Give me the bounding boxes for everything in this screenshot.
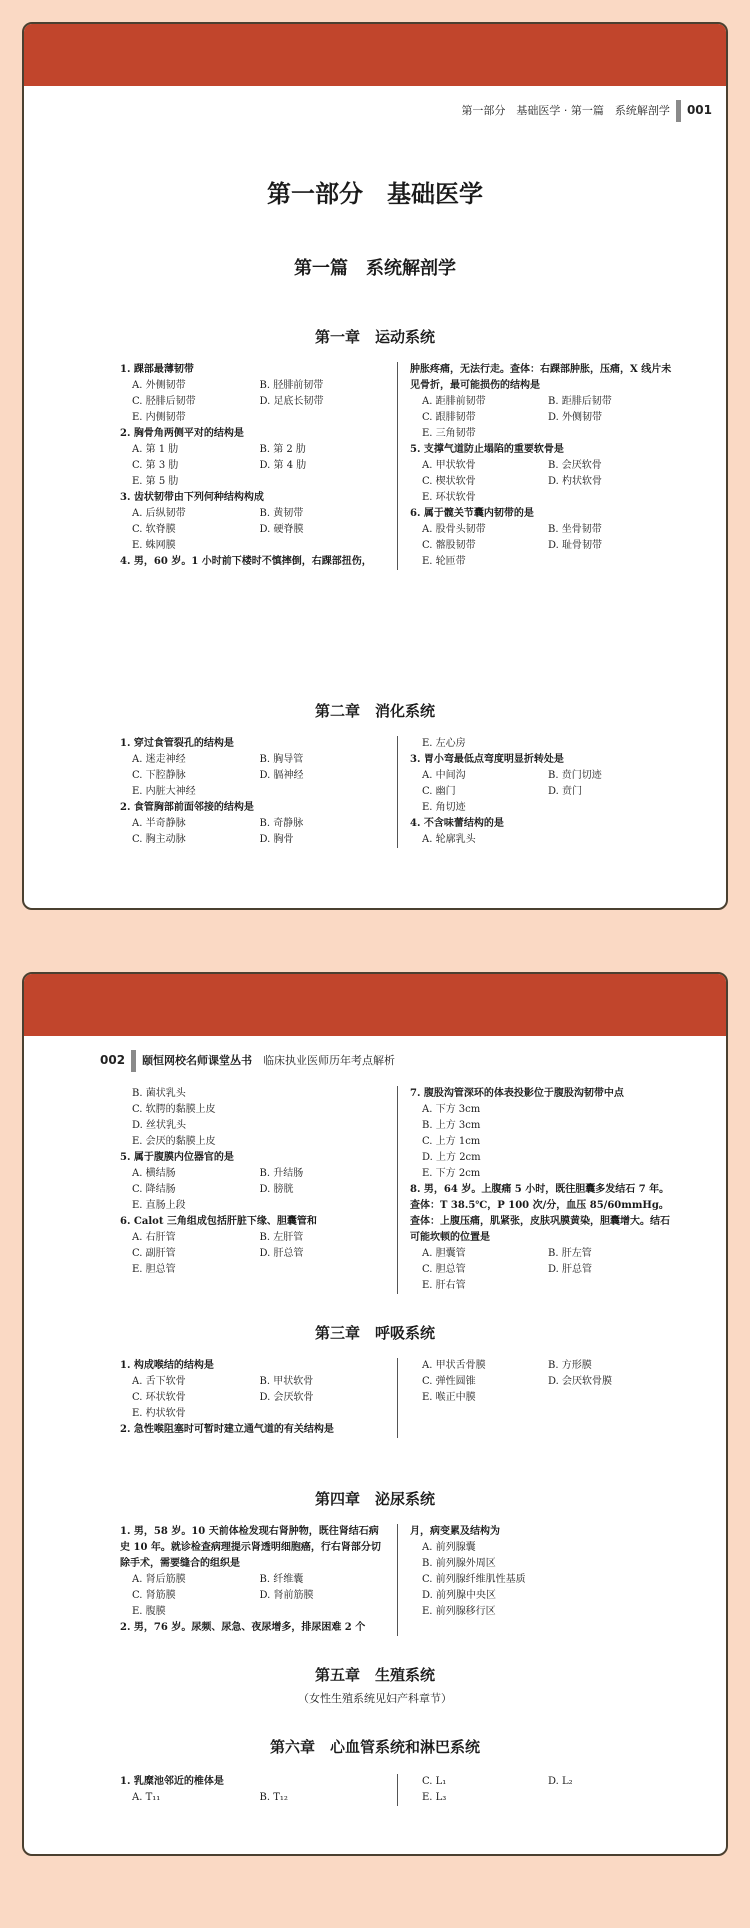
- answer-option: D. 耻骨韧带: [548, 540, 603, 551]
- question-block: [120, 800, 387, 848]
- answer-option: D. 会厌软骨: [259, 1392, 314, 1403]
- answer-option: E. 喉正中膜: [422, 1392, 476, 1403]
- page-1: [22, 22, 728, 910]
- answer-option: B. 甲状软骨: [259, 1376, 314, 1387]
- option-list: [120, 1230, 387, 1278]
- question-stem: 3. 胃小弯最低点弯度明显折转处是: [410, 754, 564, 765]
- answer-option: E. 胆总管: [132, 1264, 176, 1275]
- answer-option: B. 左肝管: [259, 1232, 304, 1243]
- option-list: [120, 442, 387, 490]
- question-block: [410, 362, 674, 442]
- book-title: 临床执业医师历年考点解析: [263, 1054, 396, 1067]
- answer-option: A. 甲状舌骨膜: [422, 1360, 486, 1371]
- question-stem: 肿胀疼痛，无法行走。查体：右踝部肿胀，压痛，X 线片未见骨折，最可能损伤的结构是: [410, 364, 672, 391]
- answer-option: E. 左心房: [422, 738, 466, 749]
- option-list: [120, 1790, 387, 1806]
- answer-option: A. 横结肠: [132, 1168, 176, 1179]
- answer-option: C. 上方 1cm: [422, 1136, 481, 1147]
- answer-option: A. T₁₁: [132, 1792, 161, 1803]
- answer-option: C. 髂股韧带: [422, 540, 476, 551]
- question-block: [120, 1086, 387, 1150]
- answer-option: E. 第 5 肋: [132, 476, 179, 487]
- answer-option: A. 中间沟: [422, 770, 466, 781]
- option-list: [120, 1572, 387, 1620]
- answer-option: C. 副肝管: [132, 1248, 176, 1259]
- option-list: [410, 768, 674, 816]
- question-block: [120, 1214, 387, 1278]
- answer-option: A. 后纵韧带: [132, 508, 186, 519]
- answer-option: C. 胆总管: [422, 1264, 466, 1275]
- answer-option: E. 前列腺移行区: [422, 1606, 496, 1617]
- option-list: [410, 522, 674, 570]
- answer-option: E. 内侧韧带: [132, 412, 186, 423]
- question-stem: 7. 腹股沟管深环的体表投影位于腹股沟韧带中点: [410, 1088, 624, 1099]
- question-block: [410, 736, 674, 752]
- answer-option: B. 前列腺外周区: [422, 1558, 496, 1569]
- question-block: [410, 752, 674, 816]
- answer-option: A. 甲状软骨: [422, 460, 476, 471]
- right-column: [397, 362, 674, 570]
- qa-columns: [120, 1086, 674, 1294]
- answer-option: A. 前列腺囊: [422, 1542, 476, 1553]
- question-block: [120, 1422, 387, 1438]
- question-block: [120, 736, 387, 800]
- question-stem: 1. 乳糜池邻近的椎体是: [120, 1776, 224, 1787]
- option-list: [410, 1102, 674, 1182]
- option-list: [120, 378, 387, 426]
- answer-option: C. 前列腺纤维肌性基质: [422, 1574, 526, 1585]
- left-column: [120, 736, 397, 848]
- question-block: [410, 1358, 674, 1406]
- answer-option: E. 环状软骨: [422, 492, 476, 503]
- answer-option: C. 下腔静脉: [132, 770, 186, 781]
- part-title: 第一部分 基础医学: [267, 179, 483, 208]
- chapter-title: 第四章 泌尿系统: [314, 1490, 435, 1508]
- answer-option: A. 轮廓乳头: [422, 834, 476, 845]
- answer-option: D. 杓状软骨: [548, 476, 603, 487]
- answer-option: D. 胸骨: [259, 834, 294, 845]
- question-stem: 6. 属于髋关节囊内韧带的是: [410, 508, 534, 519]
- answer-option: D. 肾前筋膜: [259, 1590, 314, 1601]
- answer-option: D. 会厌软骨膜: [548, 1376, 613, 1387]
- answer-option: A. 外侧韧带: [132, 380, 186, 391]
- answer-option: A. 迷走神经: [132, 754, 186, 765]
- answer-option: E. 角切迹: [422, 802, 466, 813]
- question-stem: 2. 胸骨角两侧平对的结构是: [120, 428, 244, 439]
- answer-option: C. 弹性圆锥: [422, 1376, 476, 1387]
- answer-option: C. 降结肠: [132, 1184, 176, 1195]
- question-stem: 4. 不含味蕾结构的是: [410, 818, 504, 829]
- qa-columns: [120, 1524, 674, 1636]
- question-block: [410, 1524, 674, 1620]
- answer-option: E. 蛛网膜: [132, 540, 176, 551]
- answer-option: D. 丝状乳头: [132, 1120, 187, 1131]
- right-column: [397, 736, 674, 848]
- qa-columns: [120, 1774, 674, 1806]
- answer-option: C. 第 3 肋: [132, 460, 179, 471]
- answer-option: B. 奇静脉: [259, 818, 304, 829]
- chapter-title: 第三章 呼吸系统: [314, 1324, 435, 1342]
- answer-option: B. 上方 3cm: [422, 1120, 481, 1131]
- left-column: [120, 1774, 397, 1806]
- answer-option: A. 胆囊管: [422, 1248, 466, 1259]
- answer-option: C. 胫腓后韧带: [132, 396, 196, 407]
- question-stem: 2. 男，76 岁。尿频、尿急、夜尿增多，排尿困难 2 个: [120, 1622, 366, 1633]
- right-column: [397, 1086, 674, 1294]
- running-head: [461, 100, 712, 122]
- question-block: [410, 1086, 674, 1182]
- answer-option: B. 胸导管: [259, 754, 304, 765]
- question-stem: 1. 构成喉结的结构是: [120, 1360, 214, 1371]
- answer-option: E. L₃: [422, 1792, 447, 1803]
- right-column: [397, 1774, 674, 1806]
- right-column: [397, 1524, 674, 1636]
- question-stem: 2. 急性喉阻塞时可暂时建立通气道的有关结构是: [120, 1424, 334, 1435]
- option-list: [410, 1774, 674, 1806]
- question-stem: 4. 男，60 岁。1 小时前下楼时不慎摔倒，右踝部扭伤，: [120, 556, 372, 567]
- chapter-title: 第一章 运动系统: [314, 328, 435, 346]
- question-stem: 1. 男，58 岁。10 天前体检发现右肾肿物，既往肾结石病史 10 年。就诊检查病理提示肾透明细胞癌，行右肾部分切除手术，需要缝合的组织是: [120, 1526, 381, 1569]
- question-block: [120, 362, 387, 426]
- answer-option: D. 肝总管: [548, 1264, 593, 1275]
- answer-option: C. 软脊膜: [132, 524, 176, 535]
- question-stem: 2. 食管胸部前面邻接的结构是: [120, 802, 254, 813]
- question-stem: 月，病变累及结构为: [410, 1526, 500, 1537]
- question-stem: 5. 属于腹膜内位器官的是: [120, 1152, 234, 1163]
- left-column: [120, 362, 397, 570]
- answer-option: B. 第 2 肋: [259, 444, 306, 455]
- question-stem: 8. 男，64 岁。上腹痛 5 小时，既往胆囊多发结石 7 年。查体：T 38.5℃，P 100 次/分，血压 85/60mmHg。查体：上腹压痛，肌紧张，皮肤巩膜黄染，胆囊增大。结石可能坎顿的位置是: [410, 1184, 670, 1243]
- question-block: [120, 1150, 387, 1214]
- answer-option: D. 上方 2cm: [422, 1152, 481, 1163]
- option-list: [410, 736, 674, 752]
- answer-option: B. 升结肠: [259, 1168, 304, 1179]
- option-list: [410, 394, 674, 442]
- option-list: [120, 752, 387, 800]
- option-list: [410, 1358, 674, 1406]
- question-block: [410, 1774, 674, 1806]
- answer-option: B. 黄韧带: [259, 508, 304, 519]
- option-list: [120, 1086, 387, 1150]
- answer-option: E. 直肠上段: [132, 1200, 186, 1211]
- answer-option: C. 幽门: [422, 786, 456, 797]
- answer-option: B. 会厌软骨: [548, 460, 602, 471]
- answer-option: B. 肝左管: [548, 1248, 592, 1259]
- question-stem: 1. 踝部最薄韧带: [120, 364, 194, 375]
- answer-option: E. 杓状软骨: [132, 1408, 186, 1419]
- answer-option: E. 会厌的黏膜上皮: [132, 1136, 216, 1147]
- answer-option: E. 下方 2cm: [422, 1168, 481, 1179]
- answer-option: A. 下方 3cm: [422, 1104, 481, 1115]
- question-block: [410, 816, 674, 848]
- answer-option: D. 前列腺中央区: [422, 1590, 497, 1601]
- question-block: [120, 1620, 387, 1636]
- question-block: [120, 426, 387, 490]
- answer-option: B. 菌状乳头: [132, 1088, 186, 1099]
- question-block: [410, 442, 674, 506]
- left-column: [120, 1086, 397, 1294]
- answer-option: E. 内脏大神经: [132, 786, 196, 797]
- answer-option: C. 胸主动脉: [132, 834, 186, 845]
- answer-option: A. 股骨头韧带: [422, 524, 486, 535]
- option-list: [410, 1540, 674, 1620]
- header-band: [24, 974, 726, 1036]
- answer-option: A. 半奇静脉: [132, 818, 186, 829]
- answer-option: C. 环状软骨: [132, 1392, 186, 1403]
- answer-option: A. 舌下软骨: [132, 1376, 186, 1387]
- question-block: [410, 1182, 674, 1294]
- page-number: 001: [686, 103, 712, 117]
- question-stem: 1. 穿过食管裂孔的结构是: [120, 738, 234, 749]
- option-list: [410, 1246, 674, 1294]
- left-column: [120, 1524, 397, 1636]
- qa-columns: [120, 736, 674, 848]
- answer-option: B. 方形膜: [548, 1360, 592, 1371]
- answer-option: C. 软腭的黏膜上皮: [132, 1104, 216, 1115]
- answer-option: B. 纤维囊: [259, 1574, 304, 1585]
- qa-columns: [120, 362, 674, 570]
- answer-option: C. L₁: [422, 1776, 447, 1787]
- option-list: [120, 1374, 387, 1422]
- answer-option: D. 足底长韧带: [259, 396, 324, 407]
- answer-option: B. T₁₂: [259, 1792, 288, 1803]
- answer-option: D. 硬脊膜: [259, 524, 304, 535]
- question-stem: 6. Calot 三角组成包括肝脏下缘、胆囊管和: [120, 1216, 317, 1227]
- option-list: [120, 816, 387, 848]
- answer-option: C. 跟腓韧带: [422, 412, 476, 423]
- page-number-bar: [131, 1050, 136, 1072]
- question-block: [120, 554, 387, 570]
- answer-option: D. 贲门: [548, 786, 583, 797]
- chapter-title: 第二章 消化系统: [314, 702, 435, 720]
- answer-option: E. 轮匝带: [422, 556, 466, 567]
- right-column: [397, 1358, 674, 1438]
- answer-option: B. 贲门切迹: [548, 770, 602, 781]
- page-number: 002: [100, 1053, 126, 1067]
- running-head-text: 第一部分 基础医学 · 第一篇 系统解剖学: [461, 104, 670, 117]
- question-block: [120, 1524, 387, 1620]
- answer-option: B. 胫腓前韧带: [259, 380, 324, 391]
- option-list: [410, 458, 674, 506]
- answer-option: E. 肝右管: [422, 1280, 466, 1291]
- question-stem: 5. 支撑气道防止塌陷的重要软骨是: [410, 444, 564, 455]
- answer-option: C. 肾筋膜: [132, 1590, 176, 1601]
- header-band: [24, 24, 726, 86]
- question-stem: 3. 齿状韧带由下列何种结构构成: [120, 492, 264, 503]
- answer-option: A. 第 1 肋: [132, 444, 179, 455]
- answer-option: E. 三角韧带: [422, 428, 476, 439]
- section-title: 第一篇 系统解剖学: [294, 258, 456, 279]
- answer-option: A. 距腓前韧带: [422, 396, 486, 407]
- qa-columns: [120, 1358, 674, 1438]
- left-column: [120, 1358, 397, 1438]
- answer-option: D. 肝总管: [259, 1248, 304, 1259]
- running-head: [100, 1050, 395, 1072]
- answer-option: D. L₂: [548, 1776, 573, 1787]
- page-number-bar: [676, 100, 681, 122]
- question-block: [120, 490, 387, 554]
- answer-option: B. 距腓后韧带: [548, 396, 612, 407]
- answer-option: B. 坐骨韧带: [548, 524, 602, 535]
- answer-option: A. 肾后筋膜: [132, 1574, 186, 1585]
- answer-option: A. 右肝管: [132, 1232, 176, 1243]
- question-block: [410, 506, 674, 570]
- series-name: 颐恒网校名师课堂丛书: [142, 1054, 253, 1067]
- option-list: [120, 1166, 387, 1214]
- question-block: [120, 1358, 387, 1422]
- question-block: [120, 1774, 387, 1806]
- option-list: [410, 832, 674, 848]
- answer-option: E. 腹膜: [132, 1606, 166, 1617]
- answer-option: D. 第 4 肋: [259, 460, 307, 471]
- chapter-note: （女性生殖系统见妇产科章节）: [298, 1692, 452, 1705]
- answer-option: D. 膈神经: [259, 770, 304, 781]
- page-2: [22, 972, 728, 1856]
- option-list: [120, 506, 387, 554]
- answer-option: D. 膀胱: [259, 1184, 294, 1195]
- answer-option: D. 外侧韧带: [548, 412, 603, 423]
- chapter-title: 第六章 心血管系统和淋巴系统: [269, 1738, 480, 1756]
- chapter-title: 第五章 生殖系统: [314, 1666, 435, 1684]
- answer-option: C. 楔状软骨: [422, 476, 476, 487]
